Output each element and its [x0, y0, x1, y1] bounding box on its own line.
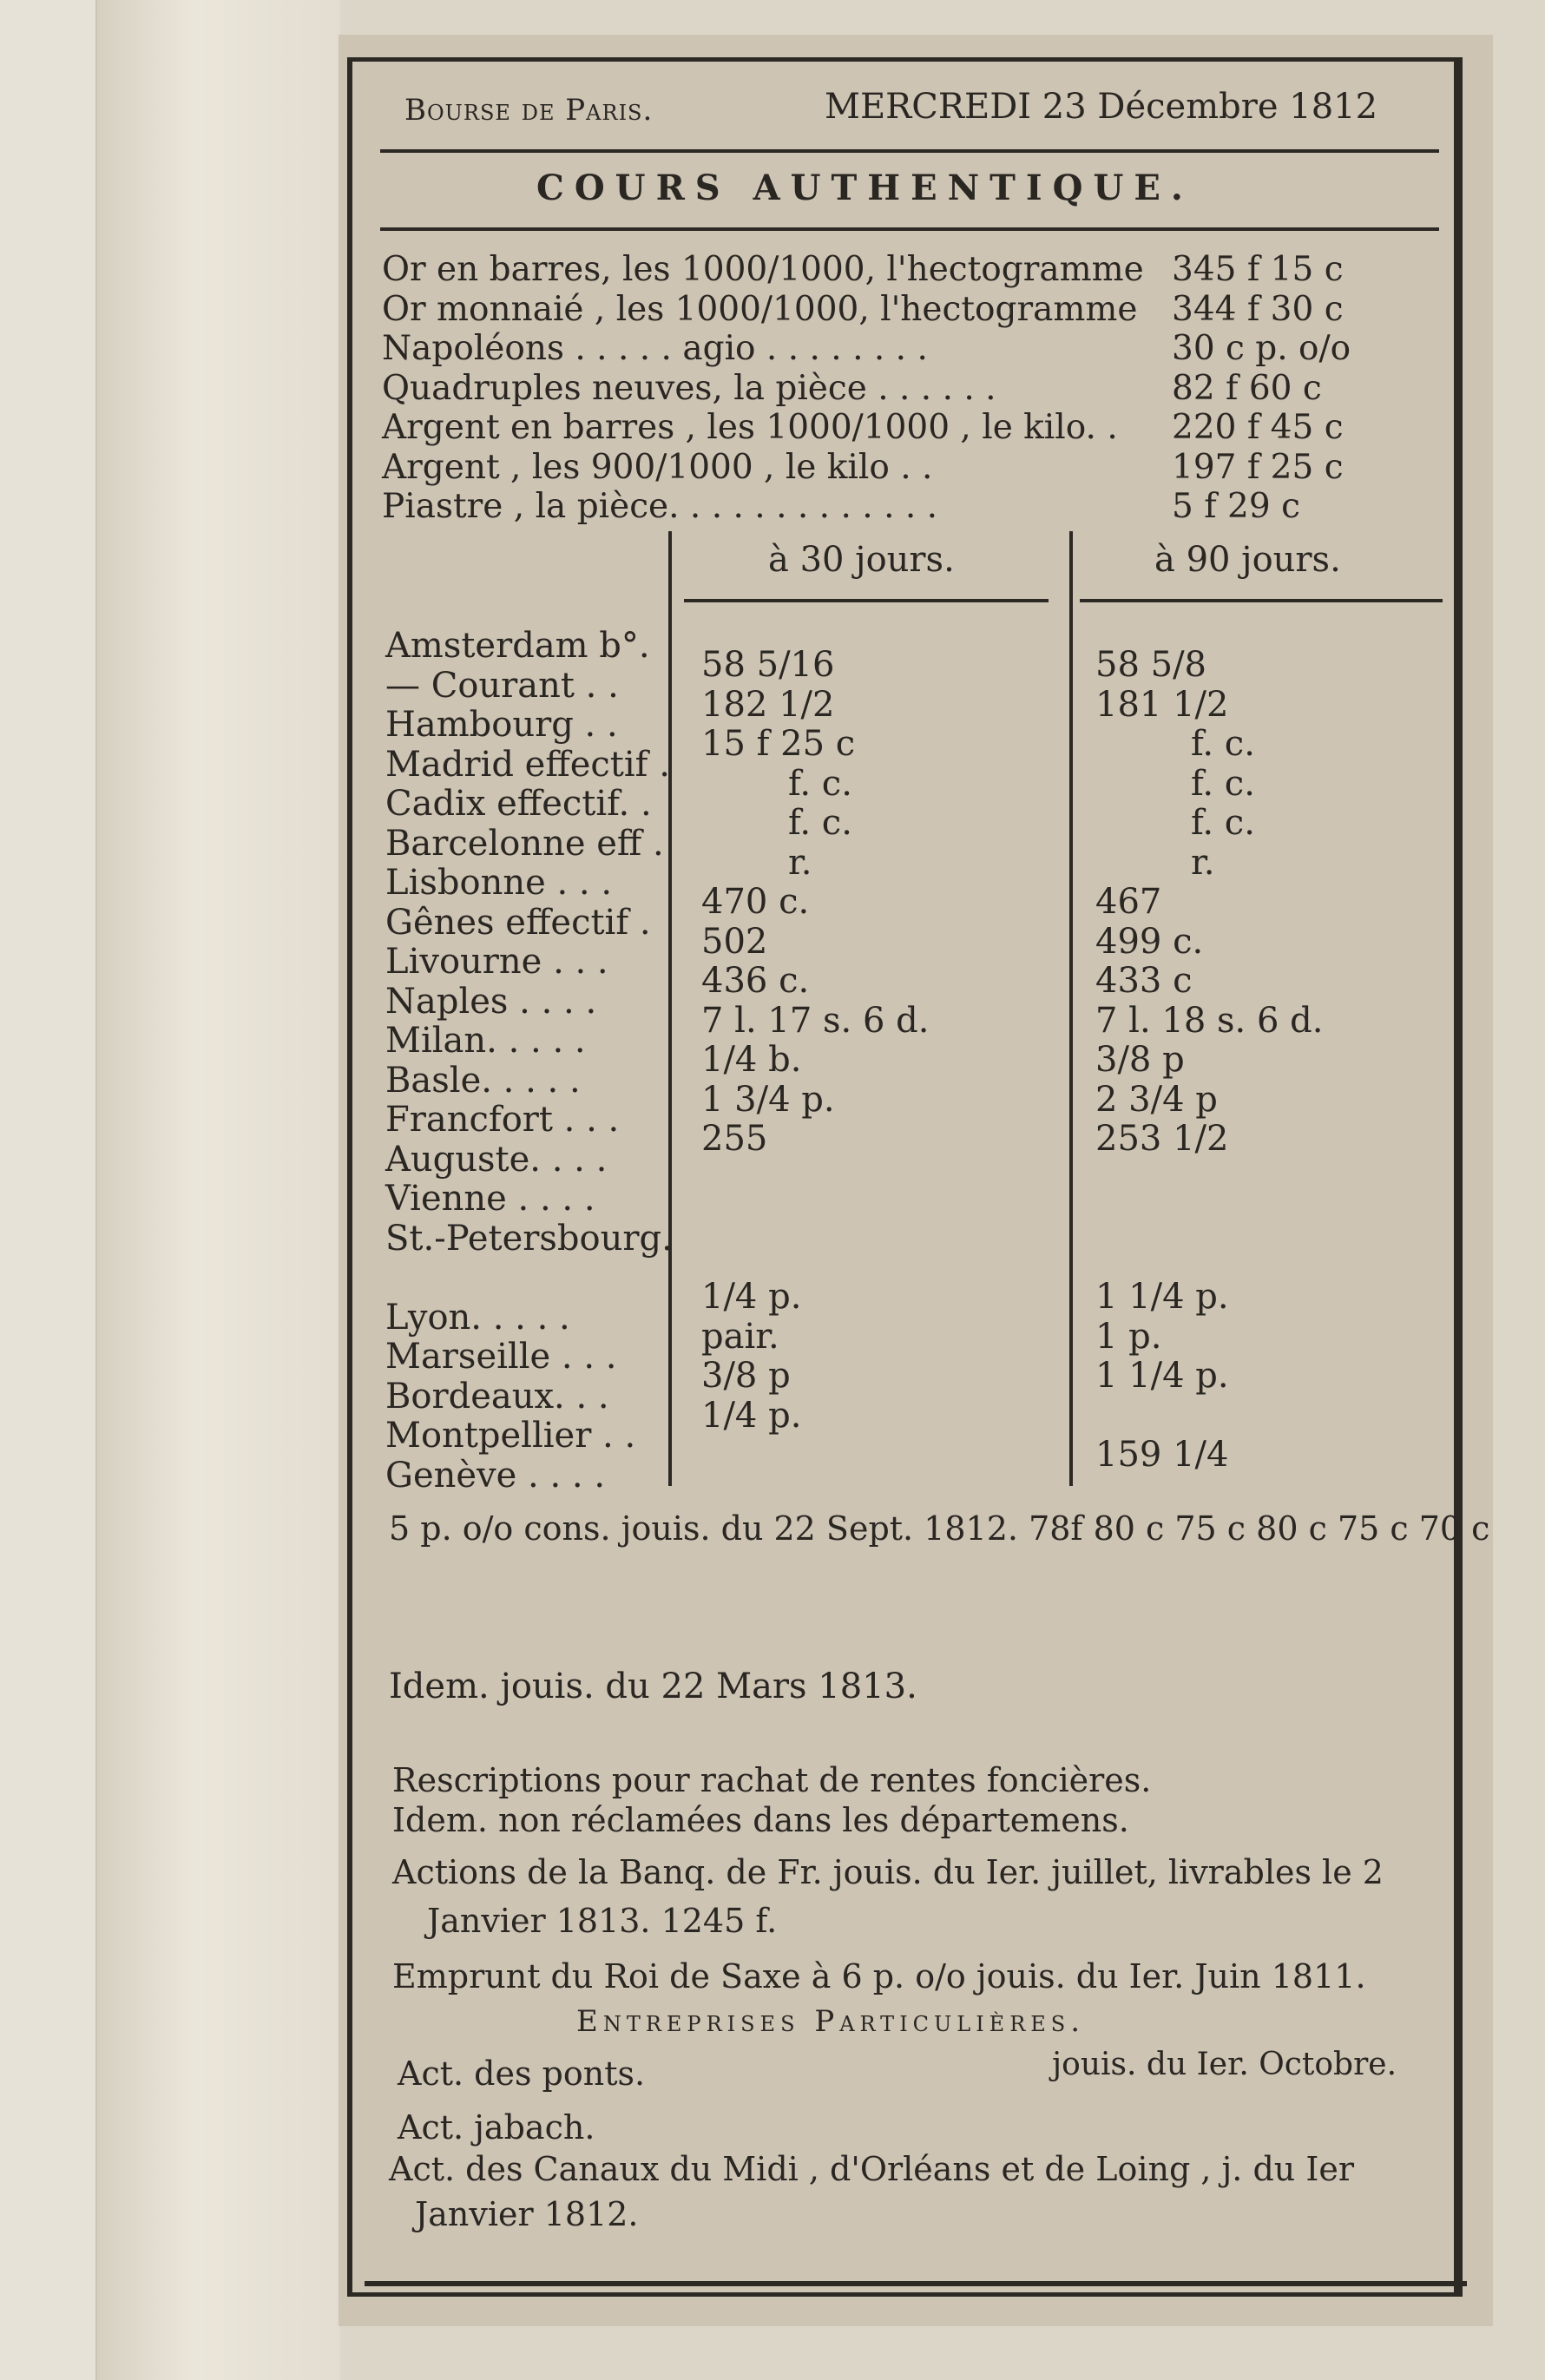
metal-label: Or en barres, les 1000/1000, l'hectogramme: [382, 250, 1144, 289]
rate-90: 1 p.: [1095, 1316, 1162, 1357]
rate-90: 499 c.: [1095, 921, 1204, 962]
emprunt-line: Emprunt du Roi de Saxe à 6 p. o/o jouis. du Ier. Juin 1811.: [392, 1957, 1366, 1995]
rate-90: 3/8 p: [1095, 1040, 1185, 1080]
rate-30: 1 3/4 p.: [701, 1079, 835, 1120]
ponts-line: Act. des ponts.: [398, 2055, 646, 2093]
place-name: Bordeaux. . .: [385, 1376, 609, 1417]
rate-30: [701, 1199, 929, 1239]
col-header-90: à 90 jours.: [1154, 540, 1341, 580]
place-name: — Courant . .: [385, 665, 619, 706]
metal-label: Napoléons . . . . . agio . . . . . . . .: [382, 329, 928, 368]
idem-line: Idem. jouis. du 22 Mars 1813.: [389, 1667, 917, 1706]
metal-value: 345 f 15 c: [1172, 250, 1344, 289]
metal-label: Quadruples neuves, la pièce . . . . . .: [382, 368, 996, 408]
rate-90: [1095, 1160, 1323, 1200]
rate-90: 159 1/4: [1095, 1435, 1229, 1475]
title-rule: [380, 227, 1439, 231]
rentes-line: 5 p. o/o cons. jouis. du 22 Sept. 1812. 78f 80 c 75 c 80 c 75 c 70 c: [389, 1509, 1490, 1548]
rate-90: [1095, 1199, 1323, 1239]
rate-90: f. c.: [1191, 763, 1255, 804]
rate-30: 436 c.: [701, 961, 810, 1001]
metal-label: Piastre , la pièce. . . . . . . . . . . . .: [382, 487, 938, 526]
place-name: Milan. . . . .: [385, 1021, 586, 1061]
place-name: Livourne . . .: [385, 942, 608, 982]
metal-label: Argent , les 900/1000 , le kilo . .: [382, 447, 933, 487]
rate-90: 1 1/4 p.: [1095, 1277, 1229, 1317]
rate-90: r.: [1191, 842, 1215, 883]
metal-value: 30 c p. o/o: [1172, 329, 1351, 368]
values-30-column: [701, 646, 929, 1436]
binding-fold: [95, 0, 340, 2380]
rate-90: 433 c: [1095, 961, 1193, 1001]
idem-non-line: Idem. non réclamées dans les départemens.: [392, 1801, 1129, 1839]
metal-value: 197 f 25 c: [1172, 447, 1344, 487]
metal-value: 220 f 45 c: [1172, 408, 1344, 447]
binding-strip: [0, 0, 95, 2380]
place-name: Auguste. . . .: [385, 1139, 608, 1180]
rate-30: f. c.: [788, 763, 852, 804]
jabach-line: Act. jabach.: [398, 2108, 595, 2147]
rate-90: [1095, 1239, 1323, 1279]
place-name: Basle. . . . .: [385, 1060, 581, 1101]
actions-line-1: Actions de la Banq. de Fr. jouis. du Ier. juillet, livrables le 2: [392, 1853, 1384, 1891]
rate-90: 1 1/4 p.: [1095, 1356, 1229, 1396]
rate-30: 58 5/16: [701, 645, 835, 685]
place-name: Naples . . . .: [385, 981, 597, 1022]
rate-30: 1/4 b.: [701, 1040, 802, 1080]
rate-90: f. c.: [1191, 724, 1255, 764]
rate-30: 15 f 25 c: [701, 724, 856, 764]
place-name: Lyon. . . . .: [385, 1297, 570, 1338]
page-title: COURS AUTHENTIQUE.: [536, 168, 1193, 208]
place-name: Hambourg . .: [385, 705, 618, 745]
metal-label: Or monnaié , les 1000/1000, l'hectogramme: [382, 289, 1138, 329]
col-header-30: à 30 jours.: [768, 540, 955, 580]
canaux-line-2: Janvier 1812.: [415, 2195, 639, 2233]
rate-30: 1/4 p.: [701, 1277, 802, 1317]
places-column: [385, 627, 673, 1496]
rate-30: 1/4 p.: [701, 1395, 802, 1436]
rate-90: 467: [1095, 882, 1162, 922]
metal-value: 5 f 29 c: [1172, 487, 1300, 526]
place-name: Amsterdam b°.: [385, 626, 650, 666]
metal-value: 82 f 60 c: [1172, 368, 1322, 408]
bottom-rule: [365, 2281, 1467, 2286]
rate-90: [1095, 1397, 1323, 1437]
rate-90: 7 l. 18 s. 6 d.: [1095, 1000, 1324, 1041]
rate-90: 58 5/8: [1095, 645, 1206, 685]
ponts-jouis: jouis. du Ier. Octobre.: [1052, 2047, 1397, 2082]
col-rule-30: [684, 599, 1049, 602]
values-90-column: [1095, 646, 1323, 1476]
place-name: Gênes effectif .: [385, 902, 651, 943]
place-name: Cadix effectif. .: [385, 784, 652, 824]
rescriptions-line: Rescriptions pour rachat de rentes foncières.: [392, 1761, 1152, 1799]
rate-30: [701, 1160, 929, 1200]
rate-30: pair.: [701, 1316, 779, 1357]
place-name: Marseille . . .: [385, 1337, 617, 1377]
metals-labels: [382, 250, 1144, 527]
rate-90: 181 1/2: [1095, 684, 1229, 725]
header-rule: [380, 149, 1439, 153]
bourse-label: Bourse de Paris.: [404, 93, 654, 128]
place-name: Madrid effectif .: [385, 744, 670, 785]
place-name: Vienne . . . .: [385, 1179, 595, 1219]
place-name: St.-Petersbourg.: [385, 1218, 673, 1259]
rate-30: r.: [788, 842, 812, 883]
place-name: Genève . . . .: [385, 1455, 606, 1496]
metals-values: [1172, 250, 1351, 527]
place-name: Lisbonne . . .: [385, 863, 613, 903]
col-rule-90: [1080, 599, 1443, 602]
place-name: Barcelonne eff .: [385, 823, 664, 864]
place-name: [385, 1259, 673, 1298]
date-line: MERCREDI 23 Décembre 1812: [825, 87, 1378, 127]
place-name: Francfort . . .: [385, 1100, 620, 1140]
rate-90: 2 3/4 p: [1095, 1079, 1218, 1120]
actions-line-2: Janvier 1813. 1245 f.: [427, 1902, 778, 1940]
rate-90: 253 1/2: [1095, 1119, 1229, 1159]
rate-90: f. c.: [1191, 803, 1255, 843]
column-divider-2: [1069, 531, 1073, 1486]
rate-30: 7 l. 17 s. 6 d.: [701, 1000, 930, 1041]
rate-30: 3/8 p: [701, 1356, 791, 1396]
metal-label: Argent en barres , les 1000/1000 , le kilo. .: [382, 408, 1118, 447]
place-name: Montpellier . .: [385, 1416, 636, 1456]
canaux-line-1: Act. des Canaux du Midi , d'Orléans et de Loing , j. du Ier: [389, 2150, 1355, 2188]
rate-30: 182 1/2: [701, 684, 835, 725]
rate-30: 470 c.: [701, 882, 810, 922]
entreprises-heading: Entreprises Particulières.: [576, 2004, 1086, 2039]
metal-value: 344 f 30 c: [1172, 289, 1344, 329]
rate-30: f. c.: [788, 803, 852, 843]
rate-30: 255: [701, 1119, 768, 1159]
rate-30: [701, 1239, 929, 1279]
rate-30: 502: [701, 921, 768, 962]
